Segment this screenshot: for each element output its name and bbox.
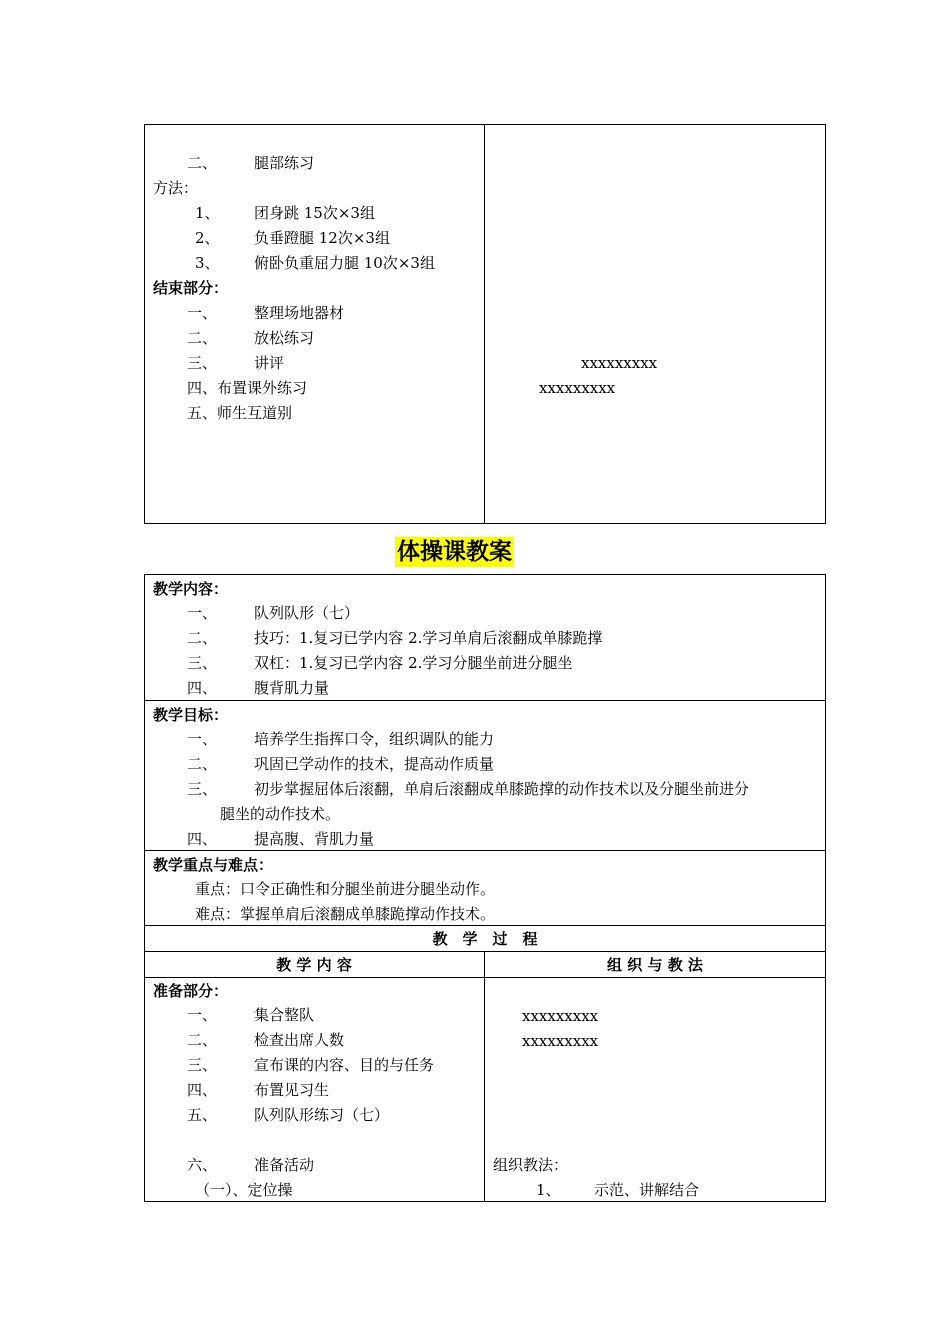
goal-3-text: 初步掌握屈体后滚翻，单肩后滚翻成单膝跪撑的动作技术以及分腿坐前进分 (254, 780, 750, 798)
ending-1-num: 一、 (187, 304, 218, 322)
goal-1-text: 培养学生指挥口令，组织调队的能力 (254, 730, 495, 748)
method-1-num: 1、 (195, 204, 220, 222)
goal-2-num: 二、 (187, 755, 218, 773)
prep-4-text: 布置见习生 (254, 1081, 330, 1099)
prep-5-num: 五、 (187, 1106, 218, 1124)
column-divider (484, 951, 485, 1202)
method-3-num: 3、 (195, 254, 220, 272)
content-1-num: 一、 (187, 604, 218, 622)
method-2-text: 负垂蹬腿 12次×3组 (254, 229, 390, 247)
ending-2-text: 放松练习 (254, 329, 315, 347)
row-divider-4 (144, 951, 826, 952)
prep-6-text: 准备活动 (254, 1156, 315, 1174)
ending-4: 四、布置课外练习 (187, 379, 308, 397)
goal-1-num: 一、 (187, 730, 218, 748)
method-2-num: 2、 (195, 229, 220, 247)
org-method-1-num: 1、 (536, 1181, 561, 1199)
goal-3-num: 三、 (187, 780, 218, 798)
goal-4-num: 四、 (187, 830, 218, 848)
top-line-1-text: 腿部练习 (254, 154, 315, 172)
prep-heading: 准备部分： (153, 982, 229, 1000)
prep-6-sub-1: （一）、定位操 (195, 1181, 293, 1199)
row-divider-2 (144, 850, 826, 851)
ending-3-num: 三、 (187, 354, 218, 372)
key-points-heading: 教学重点与难点： (153, 856, 274, 874)
prep-4-num: 四、 (187, 1081, 218, 1099)
prep-1-text: 集合整队 (254, 1006, 315, 1024)
org-method-1-text: 示范、讲解结合 (594, 1181, 700, 1199)
top-table-divider (484, 124, 485, 524)
method-label: 方法： (153, 179, 199, 197)
goal-4-text: 提高腹、背肌力量 (254, 830, 375, 848)
content-heading: 教学内容： (153, 580, 229, 598)
prep-6-num: 六、 (187, 1156, 218, 1174)
content-3-text: 双杠：1.复习已学内容 2.学习分腿坐前进分腿坐 (254, 654, 573, 672)
process-title: 教 学 过 程 (432, 930, 538, 948)
content-3-num: 三、 (187, 654, 218, 672)
content-4-num: 四、 (187, 679, 218, 697)
content-4-text: 腹背肌力量 (254, 679, 330, 697)
goal-2-text: 巩固已学动作的技术，提高动作质量 (254, 755, 495, 773)
prep-formation-row-1: xxxxxxxxx (522, 1007, 599, 1025)
formation-row-2: xxxxxxxxx (539, 379, 616, 397)
prep-2-text: 检查出席人数 (254, 1031, 345, 1049)
content-2-text: 技巧：1.复习已学内容 2.学习单肩后滚翻成单膝跪撑 (254, 629, 603, 647)
column-header-content: 教 学 内 容 (276, 956, 352, 974)
prep-2-num: 二、 (187, 1031, 218, 1049)
formation-row-1: xxxxxxxxx (581, 354, 658, 372)
content-2-num: 二、 (187, 629, 218, 647)
prep-3-text: 宣布课的内容、目的与任务 (254, 1056, 435, 1074)
row-divider-5 (144, 977, 826, 978)
ending-3-text: 讲评 (254, 354, 285, 372)
method-1-text: 团身跳 15次×3组 (254, 204, 375, 222)
key-point: 重点：口令正确性和分腿坐前进分腿坐动作。 (195, 880, 496, 898)
top-table (144, 124, 826, 524)
goal-3-continuation: 腿坐的动作技术。 (220, 805, 341, 823)
prep-3-num: 三、 (187, 1056, 218, 1074)
content-1-text: 队列队形（七） (254, 604, 360, 622)
row-divider-1 (144, 700, 826, 701)
method-3-text: 俯卧负重屈力腿 10次×3组 (254, 254, 435, 272)
ending-5: 五、师生互道别 (187, 404, 293, 422)
ending-1-text: 整理场地器材 (254, 304, 345, 322)
row-divider-3 (144, 925, 826, 926)
ending-2-num: 二、 (187, 329, 218, 347)
org-method-heading: 组织教法： (493, 1156, 569, 1174)
ending-heading: 结束部分： (153, 279, 229, 297)
column-header-method: 组 织 与 教 法 (607, 956, 703, 974)
prep-5-text: 队列队形练习（七） (254, 1106, 390, 1124)
goals-heading: 教学目标： (153, 706, 229, 724)
prep-formation-row-2: xxxxxxxxx (522, 1032, 599, 1050)
page-title: 体操课教案 (397, 539, 512, 565)
prep-1-num: 一、 (187, 1006, 218, 1024)
top-line-1-num: 二、 (187, 154, 218, 172)
difficult-point: 难点：掌握单肩后滚翻成单膝跪撑动作技术。 (195, 905, 496, 923)
